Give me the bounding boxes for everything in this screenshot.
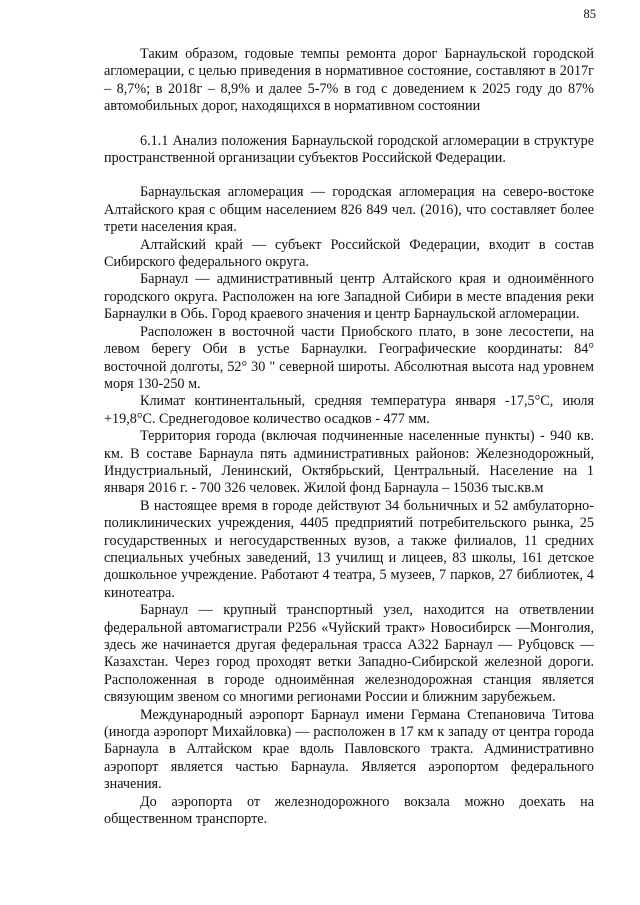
paragraph-altai-krai: Алтайский край — субъект Российской Федерации, входит в состав Сибирского федерального округа. xyxy=(104,236,594,271)
paragraph-climate: Климат континентальный, средняя температура января -17,5°С, июля +19,8°С. Среднегодовое количество осадков - 477 мм. xyxy=(104,393,594,427)
paragraph-territory: Территория города (включая подчиненные населенные пункты) - 940 кв. км. В составе Барнаула пять административных районов: Железнодорожный, Индустриальный, Ленинский, Октябрьский, Центральный. Население на 1 января 2016 г. - 700 326 человек. Жилой фонд Барнаула – 15036 тыс.кв.м xyxy=(104,428,594,497)
paragraph-transport: Барнаул — крупный транспортный узел, находится на ответвлении федеральной автомагистрали Р256 «Чуйский тракт» Новосибирск —Монголия, здесь же начинается другая федеральная трасса А322 Барнаул — Рубцовск — Казахстан. Через город проходят ветки Западно-Сибирской железной дороги. Расположенная в городе одноимённая железнодорожная станция является связующим звеном со многими регионами России и ближним зарубежьем. xyxy=(104,602,594,706)
paragraph-institutions: В настоящее время в городе действуют 34 больничных и 52 амбулаторно-поликлинических учреждения, 4405 предприятий потребительского рынка, 25 государственных и негосударственных вузов, а также филиалов, 11 средних специальных учебных заведений, 13 училищ и лицеев, 83 школы, 161 детское дошкольное учреждение. Работают 4 театра, 5 музеев, 7 парков, 27 библиотек, 4 кинотеатра. xyxy=(104,497,594,601)
paragraph-agglomeration: Барнаульская агломерация — городская агломерация на северо-востоке Алтайского края с общим населением 826 849 чел. (2016), что составляет более трети населения края. xyxy=(104,184,594,236)
paragraph-summary: Таким образом, годовые темпы ремонта дорог Барнаульской городской агломерации, с целью приведения в нормативное состояние, составляют в 2017г – 8,7%; в 2018г – 8,9% и далее 5-7% в год с доведением к 2025 году до 87% автомобильных дорог, находящихся в нормативном состоянии xyxy=(104,46,594,115)
paragraph-barnaul: Барнаул — административный центр Алтайского края и одноимённого городского округа. Расположен на юге Западной Сибири в месте впадения реки Барнаулки в Обь. Город краевого значения и центр Барнаульской агломерации. xyxy=(104,271,594,323)
section-heading: 6.1.1 Анализ положения Барнаульской городской агломерации в структуре пространственной организации субъектов Российской Федерации. xyxy=(104,132,594,167)
paragraph-airport: Международный аэропорт Барнаул имени Германа Степановича Титова (иногда аэропорт Михайловка) — расположен в 17 км к западу от центра города Барнаула в Алтайском крае вдоль Павловского тракта. Административно аэропорт является частью Барнаула. Является аэропортом федерального значения. xyxy=(104,706,594,793)
paragraph-airport-access: До аэропорта от железнодорожного вокзала можно доехать на общественном транспорте. xyxy=(104,793,594,828)
page-number: 85 xyxy=(583,7,596,21)
document-body xyxy=(104,46,594,828)
paragraph-location: Расположен в восточной части Приобского плато, в зоне лесостепи, на левом берегу Оби в устье Барнаулки. Географические координаты: 84° восточной долготы, 52° 30 " северной широты. Абсолютная высота над уровнем моря 130-250 м. xyxy=(104,323,594,392)
